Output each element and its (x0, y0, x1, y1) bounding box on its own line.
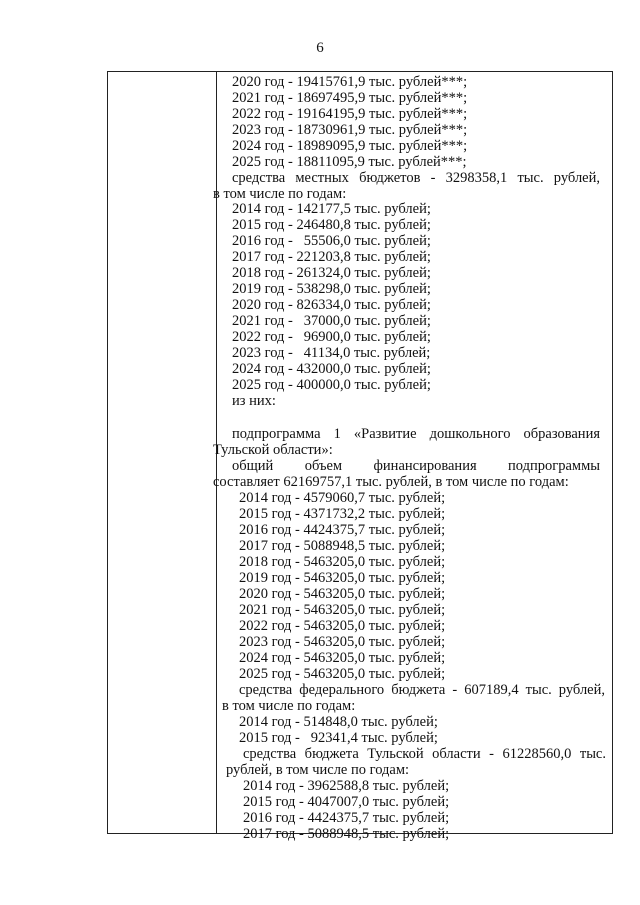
text-line: 2018 год - 261324,0 тыс. рублей; (232, 265, 431, 281)
text-line: 2016 год - 4424375,7 тыс. рублей; (239, 522, 446, 538)
text-line: 2025 год - 400000,0 тыс. рублей; (232, 377, 431, 393)
text-line: 2014 год - 3962588,8 тыс. рублей; (243, 778, 450, 794)
text-line: 2025 год - 18811095,9 тыс. рублей***; (232, 154, 467, 170)
text-line: 2017 год - 221203,8 тыс. рублей; (232, 249, 431, 265)
text-line: 2015 год - 4371732,2 тыс. рублей; (239, 506, 446, 522)
text-line: 2021 год - 18697495,9 тыс. рублей***; (232, 90, 468, 106)
text-line: 2021 год - 5463205,0 тыс. рублей; (239, 602, 446, 618)
text-line: общий объем финансирования подпрограммы (232, 458, 600, 474)
text-line: 2014 год - 514848,0 тыс. рублей; (239, 714, 438, 730)
text-line: 2015 год - 92341,4 тыс. рублей; (239, 730, 438, 746)
text-line: средства местных бюджетов - 3298358,1 тыс. рублей, (232, 170, 600, 186)
text-line: 2024 год - 18989095,9 тыс. рублей***; (232, 138, 468, 154)
text-line: в том числе по годам: (222, 698, 356, 714)
text-line: 2019 год - 5463205,0 тыс. рублей; (239, 570, 446, 586)
text-line: 2023 год - 18730961,9 тыс. рублей***; (232, 122, 468, 138)
text-line: 2016 год - 4424375,7 тыс. рублей; (243, 810, 450, 826)
text-line: 2022 год - 5463205,0 тыс. рублей; (239, 618, 446, 634)
text-line: 2024 год - 5463205,0 тыс. рублей; (239, 650, 446, 666)
text-line: средства федерального бюджета - 607189,4 тыс. рублей, (239, 682, 605, 698)
text-line: 2015 год - 246480,8 тыс. рублей; (232, 217, 431, 233)
text-line: 2017 год - 5088948,5 тыс. рублей; (243, 826, 450, 842)
page-number: 6 (316, 40, 324, 56)
text-line: 2018 год - 5463205,0 тыс. рублей; (239, 554, 446, 570)
text-line: 2014 год - 4579060,7 тыс. рублей; (239, 490, 446, 506)
text-line: 2019 год - 538298,0 тыс. рублей; (232, 281, 431, 297)
text-line: из них: (232, 393, 276, 409)
text-line: подпрограмма 1 «Развитие дошкольного образования (232, 426, 600, 442)
text-line: в том числе по годам: (213, 186, 347, 202)
text-line: 2024 год - 432000,0 тыс. рублей; (232, 361, 431, 377)
text-line: 2025 год - 5463205,0 тыс. рублей; (239, 666, 446, 682)
text-line: 2023 год - 5463205,0 тыс. рублей; (239, 634, 446, 650)
text-line: 2022 год - 96900,0 тыс. рублей; (232, 329, 431, 345)
text-line: 2020 год - 5463205,0 тыс. рублей; (239, 586, 446, 602)
text-line: 2020 год - 19415761,9 тыс. рублей***; (232, 74, 468, 90)
text-line: 2017 год - 5088948,5 тыс. рублей; (239, 538, 446, 554)
text-line: рублей, в том числе по годам: (226, 762, 410, 778)
text-line: средства бюджета Тульской области - 61228560,0 тыс. (243, 746, 606, 762)
text-line: 2016 год - 55506,0 тыс. рублей; (232, 233, 431, 249)
text-line: 2015 год - 4047007,0 тыс. рублей; (243, 794, 450, 810)
text-line: 2021 год - 37000,0 тыс. рублей; (232, 313, 431, 329)
text-line: Тульской области»: (213, 442, 333, 458)
text-line: составляет 62169757,1 тыс. рублей, в том числе по годам: (213, 474, 569, 490)
text-line: 2023 год - 41134,0 тыс. рублей; (232, 345, 431, 361)
text-line: 2020 год - 826334,0 тыс. рублей; (232, 297, 431, 313)
text-line: 2014 год - 142177,5 тыс. рублей; (232, 201, 431, 217)
text-line: 2022 год - 19164195,9 тыс. рублей***; (232, 106, 468, 122)
